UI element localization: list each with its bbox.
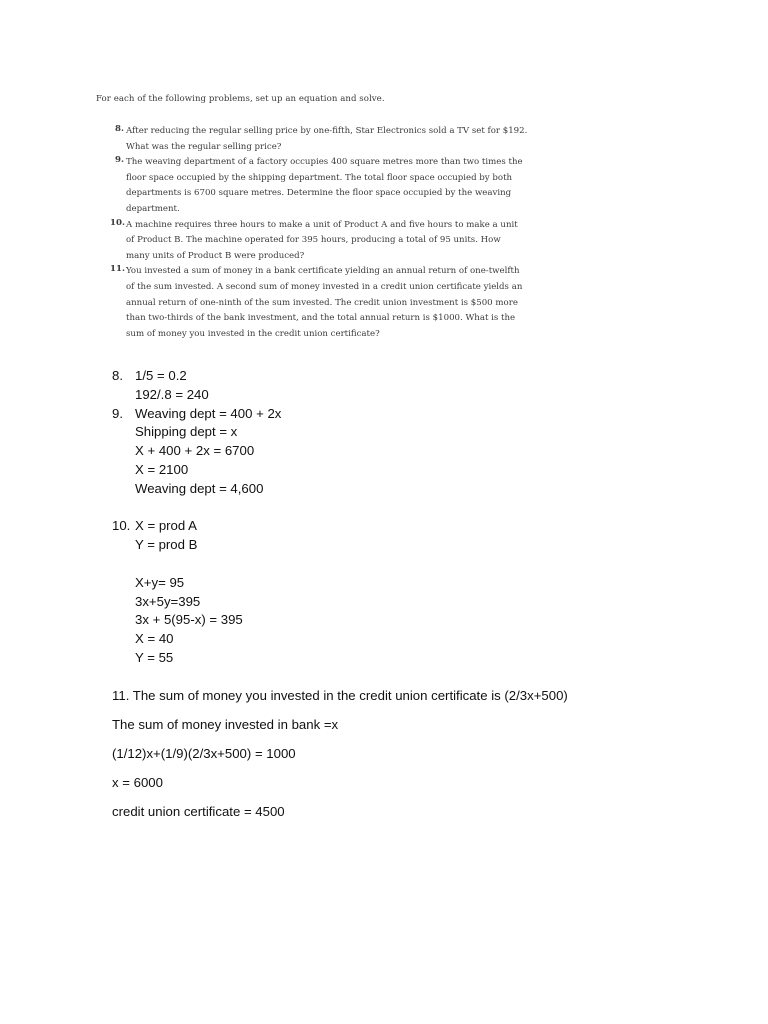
problem-line: After reducing the regular selling price by one-fifth, Star Electronics sold a TV set for $192. — [126, 126, 528, 136]
problem-line: departments is 6700 square metres. Determine the floor space occupied by the weaving — [126, 188, 512, 199]
spacer — [112, 499, 281, 518]
problem-line: many units of Product B were produced? — [126, 250, 305, 261]
answer-10-line-3: X+y= 95 — [135, 574, 185, 590]
answer-11-line-5: credit union certificate = 4500 — [112, 804, 285, 819]
answer-8-line-2: 192/.8 = 240 — [135, 386, 209, 402]
answer-11-line-1: 11. The sum of money you invested in the credit union certificate is (2/3x+500) — [112, 688, 568, 703]
answer-9-line-2: Shipping dept = x — [135, 424, 238, 440]
problem-list — [110, 124, 528, 342]
problem-10 — [110, 217, 518, 265]
answer-10-line-6: X = 40 — [135, 631, 174, 647]
spacer — [112, 555, 281, 574]
answer-11-line-2: The sum of money invested in bank =x — [112, 717, 339, 732]
problem-line: You invested a sum of money in a bank certificate yielding an annual return of one-twelfth — [126, 266, 520, 277]
instructions-text: For each of the following problems, set up an equation and solve. — [96, 94, 385, 104]
answer-number: 10. — [112, 518, 131, 534]
answer-number: 8. — [112, 368, 123, 383]
answer-text: X = prod A — [135, 518, 197, 534]
answer-9-line-4: X = 2100 — [135, 461, 189, 477]
problem-line: annual return of one-ninth of the sum invested. The credit union investment is $500 more — [126, 297, 518, 308]
answer-section — [112, 367, 281, 668]
problem-line: department. — [126, 203, 180, 214]
problem-number: 8. — [115, 124, 124, 134]
problem-number: 11. — [110, 264, 125, 275]
answer-10-line-7: Y = 55 — [135, 649, 174, 665]
answer-number: 9. — [112, 405, 123, 421]
problem-line: sum of money you invested in the credit union certificate? — [126, 328, 380, 339]
answer-8-line-1 — [112, 367, 281, 386]
answer-10-line-1 — [112, 517, 281, 536]
problem-11 — [110, 264, 523, 342]
answer-11-line-3: (1/12)x+(1/9)(2/3x+500) = 1000 — [112, 746, 296, 761]
problem-line: floor space occupied by the shipping department. The total floor space occupied by both — [126, 172, 513, 183]
answer-10-line-5: 3x + 5(95-x) = 395 — [135, 612, 243, 628]
problem-line: What was the regular selling price? — [126, 141, 282, 152]
problem-line: The weaving department of a factory occupies 400 square metres more than two times the — [126, 157, 523, 168]
problem-8 — [110, 124, 528, 155]
problem-line: of Product B. The machine operated for 395 hours, producing a total of 95 units. How — [126, 235, 501, 246]
answer-9-line-1 — [112, 405, 281, 424]
problem-line: of the sum invested. A second sum of money invested in a credit union certificate yields an — [126, 281, 523, 292]
answer-9-line-3: X + 400 + 2x = 6700 — [135, 443, 255, 459]
answer-11 — [112, 686, 568, 831]
problem-number: 10. — [110, 217, 125, 228]
answer-9-line-5: Weaving dept = 4,600 — [135, 480, 264, 496]
problem-line: than two-thirds of the bank investment, and the total annual return is $1000. What is the — [126, 313, 516, 324]
problem-number: 9. — [115, 155, 124, 166]
answer-10-line-2: Y = prod B — [135, 537, 198, 553]
answer-10-line-4: 3x+5y=395 — [135, 593, 201, 609]
answer-text: Weaving dept = 400 + 2x — [135, 405, 282, 421]
answer-text: 1/5 = 0.2 — [135, 368, 187, 383]
problem-line: A machine requires three hours to make a unit of Product A and five hours to make a unit — [126, 219, 518, 230]
problem-9 — [110, 155, 523, 217]
answer-11-line-4: x = 6000 — [112, 775, 163, 790]
